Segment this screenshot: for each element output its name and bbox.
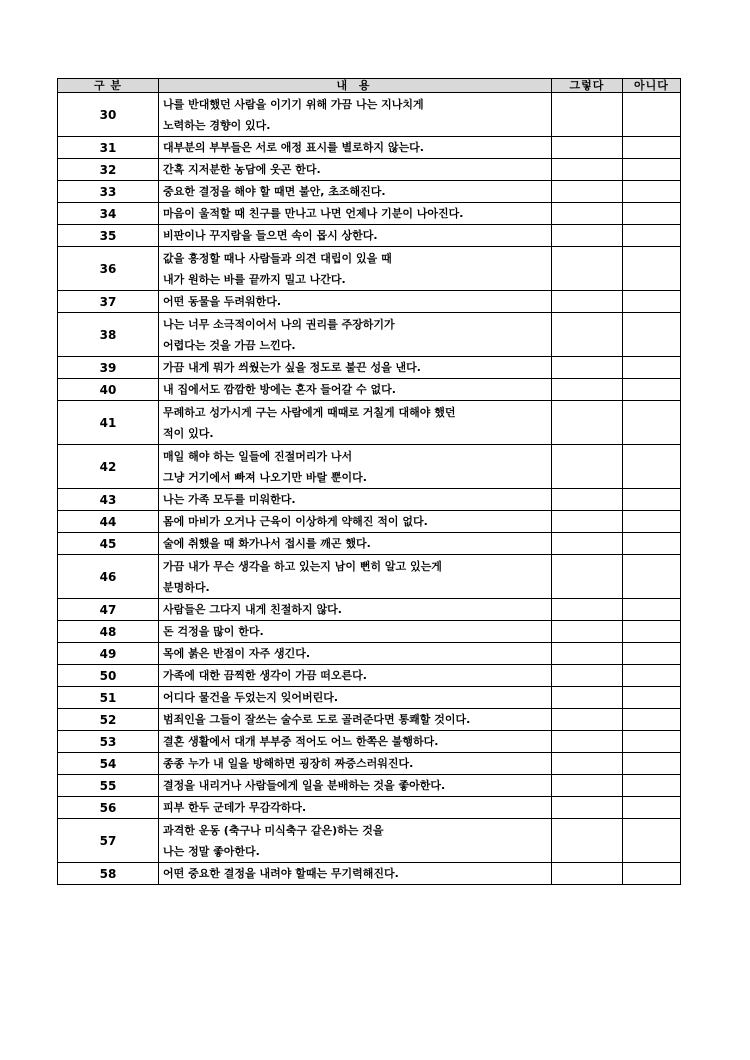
header-yes: 그렇다 [552, 79, 623, 93]
table-row [58, 247, 681, 291]
item-number: 54 [58, 753, 159, 775]
item-number: 39 [58, 357, 159, 379]
table-row [58, 159, 681, 181]
questionnaire-table [57, 78, 681, 885]
item-text: 중요한 결정을 해야 할 때면 불안, 초조해진다. [159, 181, 552, 203]
answer-no-cell[interactable] [623, 555, 681, 599]
item-text: 매일 해야 하는 일들에 진절머리가 나서 그냥 거기에서 빠져 나오기만 바랄 뿐이다. [159, 445, 552, 489]
answer-no-cell[interactable] [623, 401, 681, 445]
item-number: 48 [58, 621, 159, 643]
item-number: 32 [58, 159, 159, 181]
item-text: 가끔 내가 무슨 생각을 하고 있는지 남이 뻔히 알고 있는게 분명하다. [159, 555, 552, 599]
answer-yes-cell[interactable] [552, 401, 623, 445]
answer-no-cell[interactable] [623, 137, 681, 159]
table-row [58, 401, 681, 445]
answer-no-cell[interactable] [623, 225, 681, 247]
table-row [58, 137, 681, 159]
table-row [58, 753, 681, 775]
answer-no-cell[interactable] [623, 291, 681, 313]
item-number: 44 [58, 511, 159, 533]
answer-no-cell[interactable] [623, 445, 681, 489]
table-row [58, 797, 681, 819]
item-text: 범죄인을 그들이 잘쓰는 술수로 도로 골려준다면 통쾌할 것이다. [159, 709, 552, 731]
answer-yes-cell[interactable] [552, 709, 623, 731]
answer-no-cell[interactable] [623, 357, 681, 379]
item-text: 어떤 동물을 두려워한다. [159, 291, 552, 313]
answer-yes-cell[interactable] [552, 533, 623, 555]
item-number: 43 [58, 489, 159, 511]
answer-no-cell[interactable] [623, 181, 681, 203]
item-number: 37 [58, 291, 159, 313]
answer-yes-cell[interactable] [552, 753, 623, 775]
answer-yes-cell[interactable] [552, 599, 623, 621]
item-text: 술에 취했을 때 화가나서 접시를 깨곤 했다. [159, 533, 552, 555]
answer-yes-cell[interactable] [552, 621, 623, 643]
item-text: 비판이나 꾸지람을 들으면 속이 몹시 상한다. [159, 225, 552, 247]
answer-yes-cell[interactable] [552, 489, 623, 511]
item-text: 간혹 지저분한 농담에 웃곤 한다. [159, 159, 552, 181]
item-number: 34 [58, 203, 159, 225]
table-row [58, 643, 681, 665]
item-text: 나를 반대했던 사람을 이기기 위해 가끔 나는 지나치게 노력하는 경향이 있다. [159, 93, 552, 137]
answer-no-cell[interactable] [623, 203, 681, 225]
answer-yes-cell[interactable] [552, 445, 623, 489]
item-text: 대부분의 부부들은 서로 애정 표시를 별로하지 않는다. [159, 137, 552, 159]
item-number: 40 [58, 379, 159, 401]
answer-no-cell[interactable] [623, 621, 681, 643]
table-row [58, 775, 681, 797]
item-text: 나는 가족 모두를 미워한다. [159, 489, 552, 511]
item-number: 57 [58, 819, 159, 863]
item-number: 53 [58, 731, 159, 753]
item-number: 33 [58, 181, 159, 203]
answer-no-cell[interactable] [623, 665, 681, 687]
table-row [58, 313, 681, 357]
answer-yes-cell[interactable] [552, 291, 623, 313]
answer-no-cell[interactable] [623, 93, 681, 137]
answer-no-cell[interactable] [623, 379, 681, 401]
answer-yes-cell[interactable] [552, 137, 623, 159]
answer-no-cell[interactable] [623, 753, 681, 775]
item-number: 58 [58, 863, 159, 885]
answer-yes-cell[interactable] [552, 775, 623, 797]
answer-yes-cell[interactable] [552, 555, 623, 599]
answer-no-cell[interactable] [623, 687, 681, 709]
table-header-row [58, 79, 681, 93]
item-text: 가족에 대한 끔찍한 생각이 가끔 떠오른다. [159, 665, 552, 687]
header-content: 내 용 [159, 79, 552, 93]
table-row [58, 225, 681, 247]
answer-yes-cell[interactable] [552, 819, 623, 863]
table-row [58, 203, 681, 225]
table-row [58, 93, 681, 137]
item-text: 사람들은 그다지 내게 친절하지 않다. [159, 599, 552, 621]
table-row [58, 555, 681, 599]
answer-no-cell[interactable] [623, 159, 681, 181]
answer-yes-cell[interactable] [552, 863, 623, 885]
table-row [58, 445, 681, 489]
answer-yes-cell[interactable] [552, 93, 623, 137]
item-text: 나는 너무 소극적이어서 나의 권리를 주장하기가 어렵다는 것을 가끔 느낀다. [159, 313, 552, 357]
table-row [58, 357, 681, 379]
table-row [58, 511, 681, 533]
item-number: 31 [58, 137, 159, 159]
item-number: 41 [58, 401, 159, 445]
item-number: 55 [58, 775, 159, 797]
answer-no-cell[interactable] [623, 247, 681, 291]
item-text: 과격한 운동 (축구나 미식축구 같은)하는 것을 나는 정말 좋아한다. [159, 819, 552, 863]
table-row [58, 687, 681, 709]
answer-no-cell[interactable] [623, 533, 681, 555]
item-text: 가끔 내게 뭐가 씌웠는가 싶을 정도로 불끈 성을 낸다. [159, 357, 552, 379]
answer-yes-cell[interactable] [552, 797, 623, 819]
answer-yes-cell[interactable] [552, 181, 623, 203]
answer-yes-cell[interactable] [552, 643, 623, 665]
answer-yes-cell[interactable] [552, 379, 623, 401]
item-text: 무례하고 성가시게 구는 사람에게 때때로 거칠게 대해야 했던 적이 있다. [159, 401, 552, 445]
item-number: 36 [58, 247, 159, 291]
item-number: 49 [58, 643, 159, 665]
item-number: 35 [58, 225, 159, 247]
answer-no-cell[interactable] [623, 775, 681, 797]
answer-yes-cell[interactable] [552, 203, 623, 225]
answer-yes-cell[interactable] [552, 225, 623, 247]
item-number: 47 [58, 599, 159, 621]
table-row [58, 709, 681, 731]
item-number: 38 [58, 313, 159, 357]
table-row [58, 863, 681, 885]
header-number: 구 분 [58, 79, 159, 93]
answer-yes-cell[interactable] [552, 159, 623, 181]
item-number: 51 [58, 687, 159, 709]
item-number: 50 [58, 665, 159, 687]
answer-yes-cell[interactable] [552, 731, 623, 753]
item-text: 마음이 울적할 때 친구를 만나고 나면 언제나 기분이 나아진다. [159, 203, 552, 225]
item-text: 어디다 물건을 두었는지 잊어버린다. [159, 687, 552, 709]
table-row [58, 181, 681, 203]
table-row [58, 291, 681, 313]
answer-no-cell[interactable] [623, 819, 681, 863]
item-number: 52 [58, 709, 159, 731]
item-text: 돈 걱정을 많이 한다. [159, 621, 552, 643]
answer-yes-cell[interactable] [552, 357, 623, 379]
answer-no-cell[interactable] [623, 731, 681, 753]
table-row [58, 665, 681, 687]
item-text: 값을 흥정할 때나 사람들과 의견 대립이 있을 때 내가 원하는 바를 끝까지 밀고 나간다. [159, 247, 552, 291]
table-row [58, 379, 681, 401]
answer-no-cell[interactable] [623, 313, 681, 357]
item-text: 어떤 중요한 결정을 내려야 할때는 무기력해진다. [159, 863, 552, 885]
table-row [58, 621, 681, 643]
item-text: 결혼 생활에서 대개 부부중 적어도 어느 한쪽은 불행하다. [159, 731, 552, 753]
answer-yes-cell[interactable] [552, 247, 623, 291]
answer-no-cell[interactable] [623, 709, 681, 731]
item-number: 46 [58, 555, 159, 599]
item-text: 종종 누가 내 일을 방해하면 굉장히 짜증스러워진다. [159, 753, 552, 775]
answer-yes-cell[interactable] [552, 313, 623, 357]
item-text: 몸에 마비가 오거나 근육이 이상하게 약해진 적이 없다. [159, 511, 552, 533]
header-no: 아니다 [623, 79, 681, 93]
answer-yes-cell[interactable] [552, 687, 623, 709]
item-text: 내 집에서도 깜깜한 방에는 혼자 들어갈 수 없다. [159, 379, 552, 401]
item-number: 42 [58, 445, 159, 489]
answer-no-cell[interactable] [623, 863, 681, 885]
item-text: 목에 붉은 반점이 자주 생긴다. [159, 643, 552, 665]
answer-no-cell[interactable] [623, 511, 681, 533]
item-text: 피부 한두 군데가 무감각하다. [159, 797, 552, 819]
table-row [58, 489, 681, 511]
answer-yes-cell[interactable] [552, 665, 623, 687]
answer-no-cell[interactable] [623, 599, 681, 621]
table-row [58, 819, 681, 863]
table-row [58, 731, 681, 753]
answer-no-cell[interactable] [623, 489, 681, 511]
answer-no-cell[interactable] [623, 643, 681, 665]
item-text: 결정을 내리거나 사람들에게 일을 분배하는 것을 좋아한다. [159, 775, 552, 797]
item-number: 45 [58, 533, 159, 555]
table-row [58, 599, 681, 621]
table-row [58, 533, 681, 555]
item-number: 30 [58, 93, 159, 137]
item-number: 56 [58, 797, 159, 819]
answer-yes-cell[interactable] [552, 511, 623, 533]
answer-no-cell[interactable] [623, 797, 681, 819]
